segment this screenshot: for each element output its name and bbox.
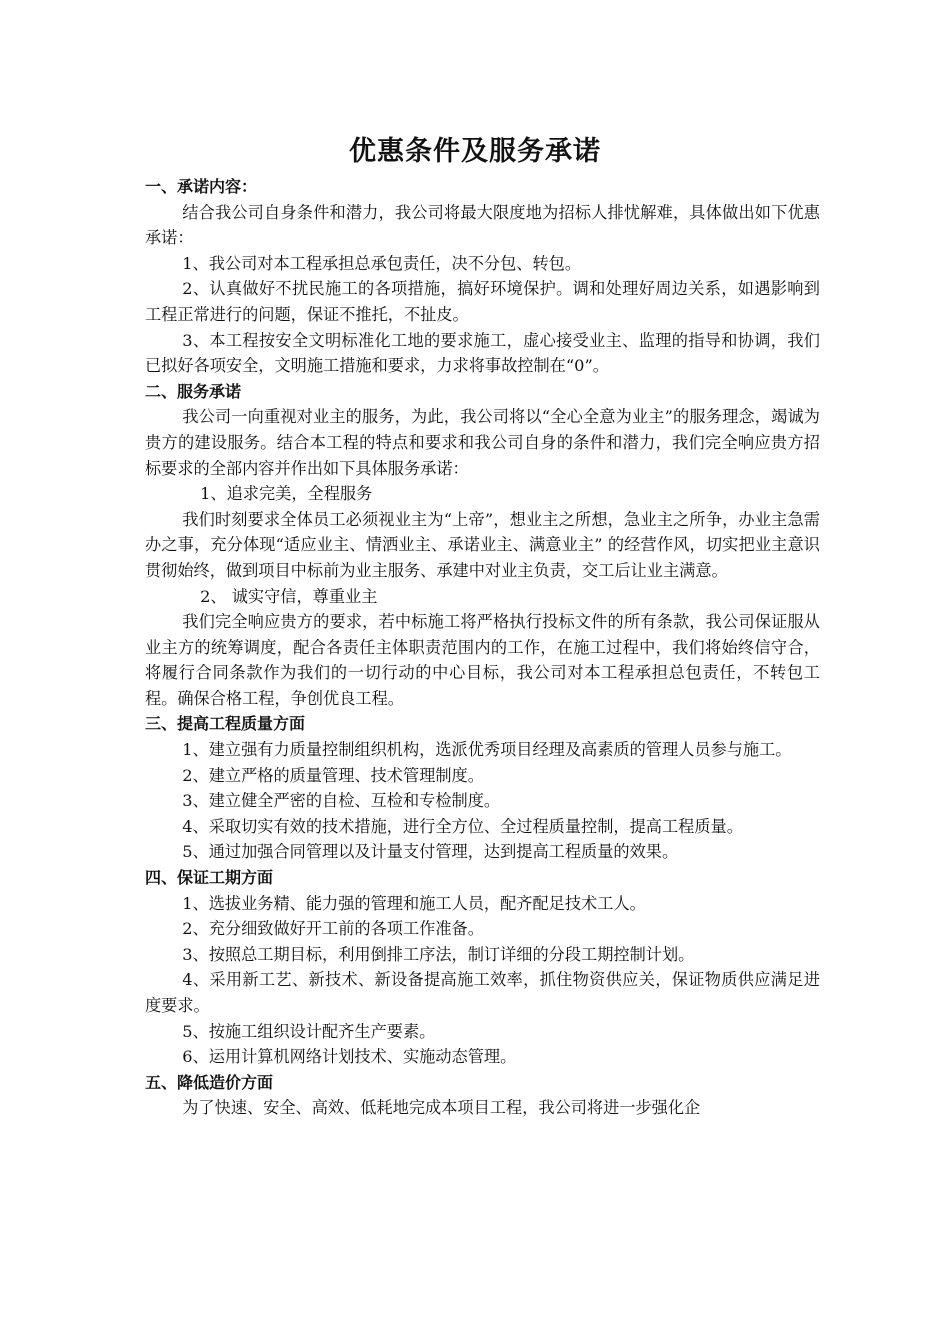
paragraph: 3、建立健全严密的自检、互检和专检制度。 bbox=[182, 791, 501, 811]
subheading: 1、追求完美，全程服务 bbox=[200, 484, 373, 504]
paragraph: 我们完全响应贵方的要求，若中标施工将严格执行投标文件的所有条款，我公司保证服从业主方的统筹调度，配合各责任主体职责范围内的工作，在施工过程中，我们将始终信守合，将履行合同条款作为我们的一切行动的中心目标，我公司对本工程承担总包责任，不转包工程。确保合格工程，争创优良工程。 bbox=[145, 612, 820, 708]
paragraph: 5、按施工组织设计配齐生产要素。 bbox=[182, 1021, 436, 1041]
section-service-commitment bbox=[145, 379, 820, 712]
paragraph: 5、通过加强合同管理以及计量支付管理，达到提高工程质量的效果。 bbox=[182, 842, 679, 862]
section-heading: 四、保证工期方面 bbox=[145, 868, 274, 888]
paragraph: 4、采取切实有效的技术措施，进行全方位、全过程质量控制，提高工程质量。 bbox=[182, 816, 743, 836]
paragraph: 2、建立严格的质量管理、技术管理制度。 bbox=[182, 765, 484, 785]
paragraph: 我公司一向重视对业主的服务，为此，我公司将以“全心全意为业主”的服务理念，竭诚为贵方的建设服务。结合本工程的特点和要求和我公司自身的条件和潜力，我们完全响应贵方招标要求的全部内容并作出如下具体服务承诺： bbox=[145, 407, 820, 478]
subheading: 2、 诚实守信，尊重业主 bbox=[200, 586, 378, 606]
paragraph: 2、充分细致做好开工前的各项工作准备。 bbox=[182, 919, 484, 939]
paragraph: 1、我公司对本工程承担总承包责任，决不分包、转包。 bbox=[182, 253, 582, 273]
section-cost bbox=[145, 1070, 820, 1121]
paragraph: 4、采用新工艺、新技术、新设备提高施工效率，抓住物资供应关，保证物质供应满足进度要求。 bbox=[145, 970, 820, 1015]
document-title: 优惠条件及服务承诺 bbox=[349, 136, 601, 167]
section-schedule bbox=[145, 865, 820, 1070]
section-heading: 二、服务承诺 bbox=[145, 381, 242, 401]
section-heading: 一、承诺内容： bbox=[145, 177, 258, 196]
section-heading: 三、提高工程质量方面 bbox=[145, 714, 306, 734]
paragraph: 1、选拔业务精、能力强的管理和施工人员，配齐配足技术工人。 bbox=[182, 893, 646, 913]
paragraph: 1、建立强有力质量控制组织机构，选派优秀项目经理及高素质的管理人员参与施工。 bbox=[182, 740, 792, 760]
paragraph: 6、运用计算机网络计划技术、实施动态管理。 bbox=[182, 1047, 517, 1067]
paragraph: 我们时刻要求全体员工必须视业主为“上帝”，想业主之所想，急业主之所争，办业主急需办之事，充分体现“适应业主、情洒业主、承诺业主、满意业主” 的经营作风，切实把业主意识贯彻始终，做到项目中标前为业主服务、承建中对业主负责，交工后让业主满意。 bbox=[145, 509, 820, 580]
paragraph: 3、按照总工期目标，利用倒排工序法，制订详细的分段工期控制计划。 bbox=[182, 944, 695, 964]
paragraph: 为了快速、安全、高效、低耗地完成本项目工程，我公司将进一步强化企 bbox=[182, 1098, 701, 1118]
section-commitment-content bbox=[145, 174, 820, 379]
paragraph: 3、本工程按安全文明标准化工地的要求施工，虚心接受业主、监理的指导和协调，我们已拟好各项安全，文明施工措施和要求，力求将事故控制在“0”。 bbox=[145, 330, 820, 376]
section-quality bbox=[145, 711, 820, 865]
document-body bbox=[145, 174, 820, 1121]
section-heading: 五、降低造价方面 bbox=[145, 1072, 274, 1092]
paragraph: 结合我公司自身条件和潜力，我公司将最大限度地为招标人排忧解难，具体做出如下优惠承诺： bbox=[145, 202, 820, 248]
paragraph: 2、认真做好不扰民施工的各项措施，搞好环境保护。调和处理好周边关系，如遇影响到工程正常进行的问题，保证不推托，不扯皮。 bbox=[145, 279, 820, 324]
